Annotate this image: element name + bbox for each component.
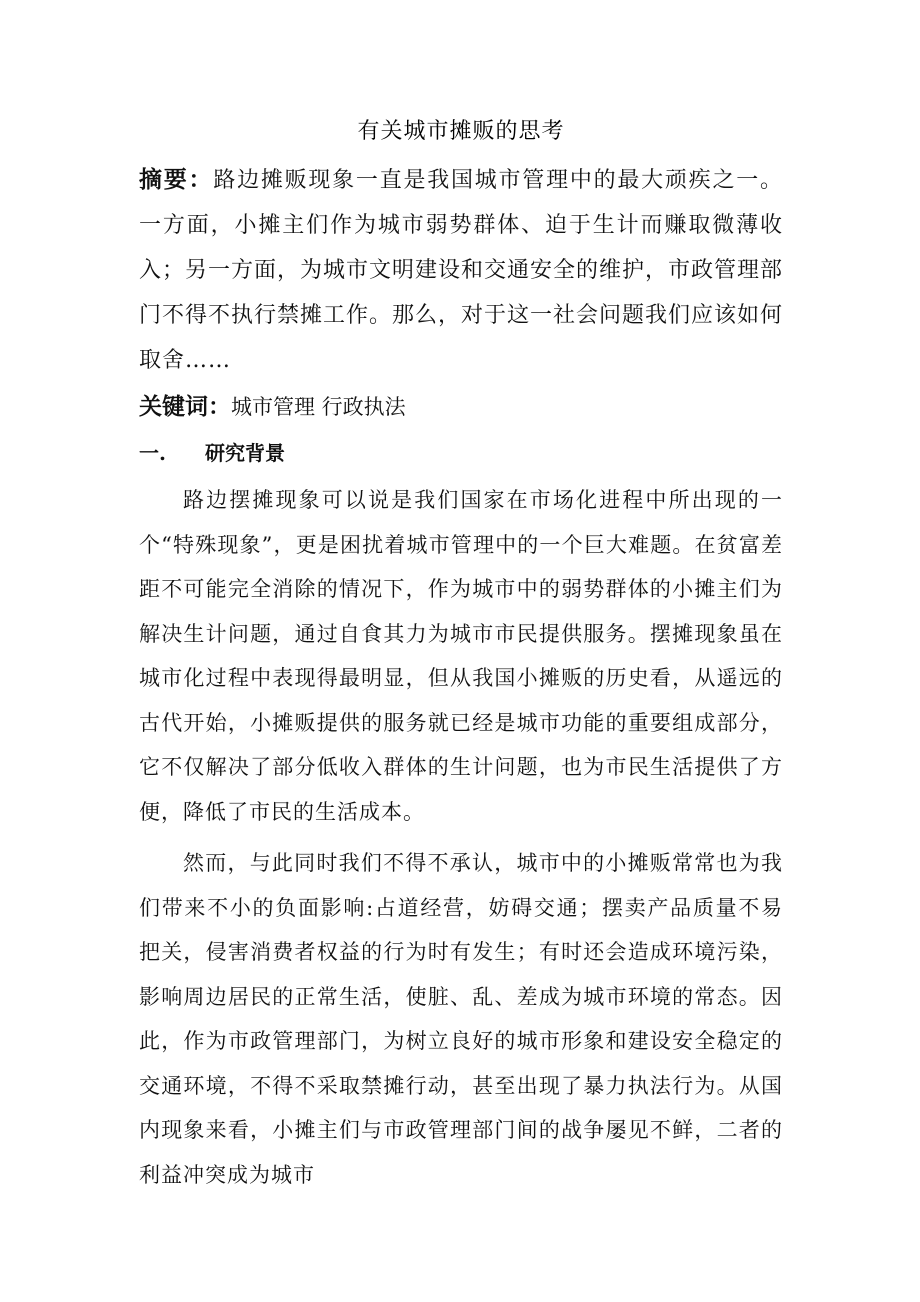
keywords-label: 关键词： [139,394,231,420]
abstract-text: 路边摊贩现象一直是我国城市管理中的最大顽疾之一。一方面，小摊主们作为城市弱势群体、迫于生计而赚取微薄收入；另一方面，为城市文明建设和交通安全的维护，市政管理部门不得不执行禁摊工作。那么，对于这一社会问题我们应该如何取舍…… [139,168,784,373]
document-body [139,112,783,1197]
document-title: 有关城市摊贩的思考 [357,119,565,144]
body-paragraph: 然而，与此同时我们不得不承认，城市中的小摊贩常常也为我们带来不小的负面影响:占道经营，妨碍交通；摆卖产品质量不易把关，侵害消费者权益的行为时有发生；有时还会造成环境污染，影响周边居民的正常生活，使脏、乱、差成为城市环境的常态。因此，作为市政管理部门，为树立良好的城市形象和建设安全稳定的交通环境，不得不采取禁摊行动，甚至出现了暴力执法行为。从国内现象来看，小摊主们与市政管理部门间的战争屡见不鲜，二者的利益冲突成为城市 [139,851,783,1187]
section-heading [139,431,783,475]
keywords [139,383,783,431]
section-title: 研究背景 [205,441,285,465]
keywords-text: 城市管理 行政执法 [231,395,406,419]
abstract-label: 摘要： [139,167,214,193]
section-number: 一. [139,441,166,465]
body-paragraph: 路边摆摊现象可以说是我们国家在市场化进程中所出现的一个“特殊现象”，更是困扰着城市管理中的一个巨大难题。在贫富差距不可能完全消除的情况下，作为城市中的弱势群体的小摊主们为解决生计问题，通过自食其力为城市市民提供服务。摆摊现象虽在城市化过程中表现得最明显，但从我国小摊贩的历史看，从遥远的古代开始，小摊贩提供的服务就已经是城市功能的重要组成部分，它不仅解决了部分低收入群体的生计问题，也为市民生活提供了方便，降低了市民的生活成本。 [139,488,783,824]
abstract [139,158,783,383]
